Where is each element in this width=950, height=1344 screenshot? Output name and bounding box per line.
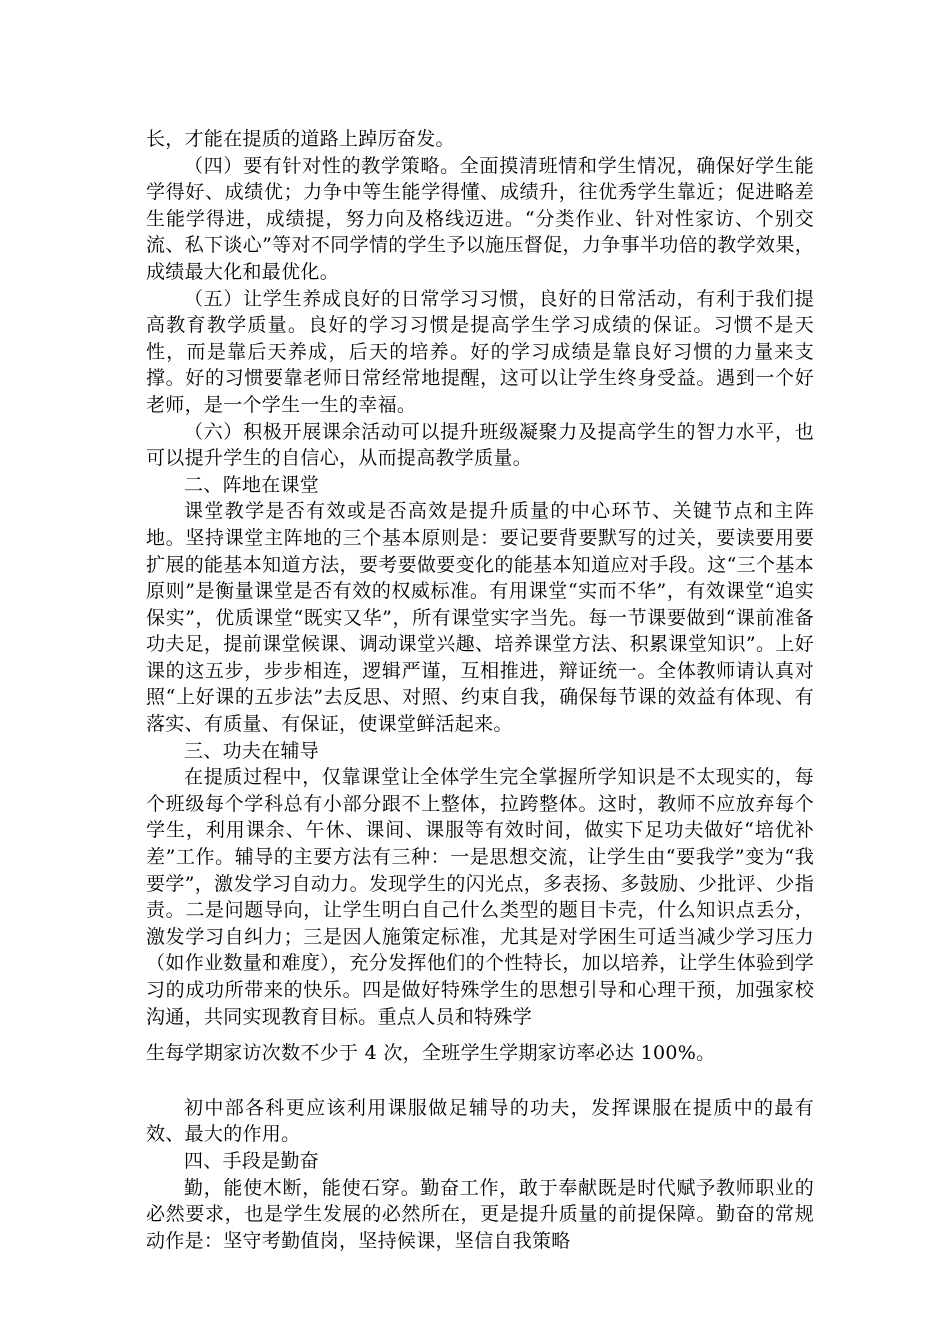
section-heading-diligence: 四、手段是勤奋 [184,1149,320,1172]
paragraph-classroom: 课堂教学是否有效或是否高效是提升质量的中心环节、关键节点和主阵地。坚持课堂主阵地的三个基本原则是：要记要背要默写的过关，要读要用要扩展的能基本知道方法，要考要做要变化的能基本知道应对手段。这“三个基本原则”是衡量课堂是否有效的权威标准。有用课堂“实而不华”，有效课堂“追实保实”，优质课堂“既实又华”，所有课堂实字当先。每一节课要做到“课前准备功夫足，提前课堂候课、调动课堂兴趣、培养课堂方法、积累课堂知识”。上好课的这五步，步步相连，逻辑严谨，互相推进，辩证统一。全体教师请认真对照“上好课的五步法”去反思、对照、约束自我，确保每节课的效益有体现、有落实、有质量、有保证，使课堂鲜活起来。 [146,500,814,736]
document-body [146,126,814,1254]
paragraph-strategy: （四）要有针对性的教学策略。全面摸清班情和学生情况，确保好学生能学得好、成绩优；力争中等生能学得懂、成绩升，往优秀学生靠近；促进略差生能学得进，成绩提，努力向及格线迈进。“分类作业、针对性家访、个别交流、私下谈心”等对不同学情的学生予以施压督促，力争事半功倍的教学效果，成绩最大化和最优化。 [146,154,814,283]
paragraph-tutoring: 在提质过程中，仅靠课堂让全体学生完全掌握所学知识是不太现实的，每个班级每个学科总有小部分跟不上整体，拉跨整体。这时，教师不应放弃每个学生，利用课余、午休、课间、课服等有效时间，做实下足功夫做好“培优补差”工作。辅导的主要方法有三种：一是思想交流，让学生由“要我学”变为“我要学”，激发学习自动力。发现学生的闪光点，多表扬、多鼓励、少批评、少指责。二是问题导向，让学生明白自己什么类型的题目卡壳，什么知识点丢分，激发学习自纠力；三是因人施策定标准，尤其是对学困生可适当减少学习压力（如作业数量和难度），充分发挥他们的个性特长，加以培养，让学生体验到学习的成功所带来的快乐。四是做好特殊学生的思想引导和心理干预，加强家校沟通，共同实现教育目标。重点人员和特殊学 [146,766,814,1028]
paragraph-diligence: 勤，能使木断，能使石穿。勤奋工作，敢于奉献既是时代赋予教师职业的必然要求，也是学生发展的必然所在，更是提升质量的前提保障。勤奋的常规动作是：坚守考勤值岗，坚持候课，坚信自我策略 [146,1176,814,1252]
paragraph-habits: （五）让学生养成良好的日常学习习惯，良好的日常活动，有利于我们提高教育教学质量。良好的学习习惯是提高学生学习成绩的保证。习惯不是天性，而是靠后天养成，后天的培养。好的学习成绩是靠良好习惯的力量来支撑。好的习惯要靠老师日常经常地提醒，这可以让学生终身受益。遇到一个好老师，是一个学生一生的幸福。 [146,287,814,416]
paragraph-activities: （六）积极开展课余活动可以提升班级凝聚力及提高学生的智力水平，也可以提升学生的自信心，从而提高教学质量。 [146,420,814,470]
section-heading-tutoring: 三、功夫在辅导 [184,739,320,762]
paragraph-junior-high: 初中部各科更应该利用课服做足辅导的功夫，发挥课服在提质中的最有效、最大的作用。 [146,1096,814,1146]
paragraph-home-visits: 生每学期家访次数不少于 4 次，全班学生学期家访率必达 100%。 [146,1042,716,1065]
paragraph-continuation: 长，才能在提质的道路上踔厉奋发。 [146,128,455,150]
section-heading-classroom: 二、阵地在课堂 [184,473,320,496]
